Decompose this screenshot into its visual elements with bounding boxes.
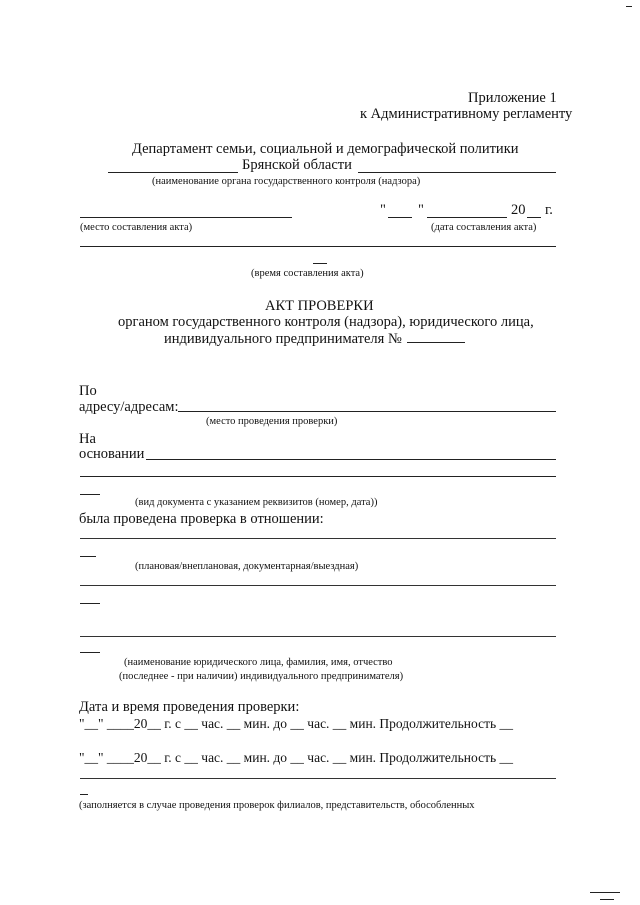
- entity-caption-line1: (наименование юридического лица, фамилия, имя, отчество: [124, 657, 393, 668]
- address-po-label: По: [79, 383, 97, 399]
- department-name: Департамент семьи, социальной и демографической политики: [132, 141, 519, 157]
- act-subtitle-line1: органом государственного контроля (надзора), юридического лица,: [118, 314, 534, 330]
- regulation-reference: к Административному регламенту: [360, 106, 573, 122]
- entity-field-tick-1: [80, 603, 100, 604]
- time-caption: (время составления акта): [251, 268, 364, 279]
- date-quote-open: ": [380, 202, 386, 218]
- datetime-row-1[interactable]: "__" ____20__ г. с __ час. __ мин. до __ час. __ мин. Продолжительность __: [79, 716, 514, 731]
- date-year-prefix: 20: [511, 202, 526, 218]
- entity-field-tick-2: [80, 652, 100, 653]
- inspection-type-tick: [80, 556, 96, 557]
- date-quote-close: ": [418, 202, 424, 218]
- corner-mark-bottom-2: [600, 899, 614, 900]
- basis-label: основании: [79, 446, 145, 462]
- corner-mark-bottom-1: [590, 892, 620, 893]
- dept-underline-left: [108, 172, 238, 173]
- dept-underline-right: [358, 172, 556, 173]
- time-field-line[interactable]: [80, 246, 556, 247]
- basis-field-line-2[interactable]: [80, 476, 556, 477]
- basis-na-label: На: [79, 431, 96, 447]
- time-field-tick: [313, 263, 327, 264]
- datetime-extra-field-line[interactable]: [80, 778, 556, 779]
- corner-mark-top: [626, 6, 632, 7]
- address-field-line[interactable]: [178, 411, 556, 412]
- department-caption: (наименование органа государственного контроля (надзора): [152, 176, 421, 187]
- basis-caption: (вид документа с указанием реквизитов (номер, дата)): [135, 497, 378, 508]
- entity-caption-line2: (последнее - при наличии) индивидуального предпринимателя): [119, 671, 404, 682]
- datetime-label: Дата и время проведения проверки:: [79, 699, 300, 715]
- act-number-field[interactable]: [407, 330, 465, 343]
- entity-field-line-1[interactable]: [80, 585, 556, 586]
- entity-field-line-2[interactable]: [80, 636, 556, 637]
- date-year-field[interactable]: [527, 217, 541, 218]
- inspection-type-field-line[interactable]: [80, 538, 556, 539]
- datetime-note: (заполняется в случае проведения проверок филиалов, представительств, обособленных: [79, 800, 475, 811]
- place-caption: (место составления акта): [80, 222, 193, 233]
- inspection-label: была проведена проверка в отношении:: [79, 511, 324, 527]
- date-month-field[interactable]: [427, 217, 507, 218]
- datetime-extra-tick: [80, 794, 88, 795]
- act-title: АКТ ПРОВЕРКИ: [265, 298, 374, 314]
- basis-field-line[interactable]: [146, 459, 556, 460]
- act-subtitle-line2: [164, 330, 465, 348]
- address-label: адресу/адресам:: [79, 399, 179, 415]
- date-year-suffix: г.: [545, 202, 553, 218]
- date-day-field[interactable]: [388, 217, 412, 218]
- place-field-line[interactable]: [80, 217, 292, 218]
- act-number-label: индивидуального предпринимателя №: [164, 331, 402, 347]
- inspection-type-caption: (плановая/внеплановая, документарная/выездная): [135, 561, 359, 572]
- datetime-row-2[interactable]: "__" ____20__ г. с __ час. __ мин. до __ час. __ мин. Продолжительность __: [79, 750, 514, 765]
- address-caption: (место проведения проверки): [206, 416, 338, 427]
- date-caption: (дата составления акта): [431, 222, 537, 233]
- appendix-title: Приложение 1: [468, 90, 557, 106]
- department-region: Брянской области: [242, 157, 352, 173]
- basis-field-tick: [80, 494, 100, 495]
